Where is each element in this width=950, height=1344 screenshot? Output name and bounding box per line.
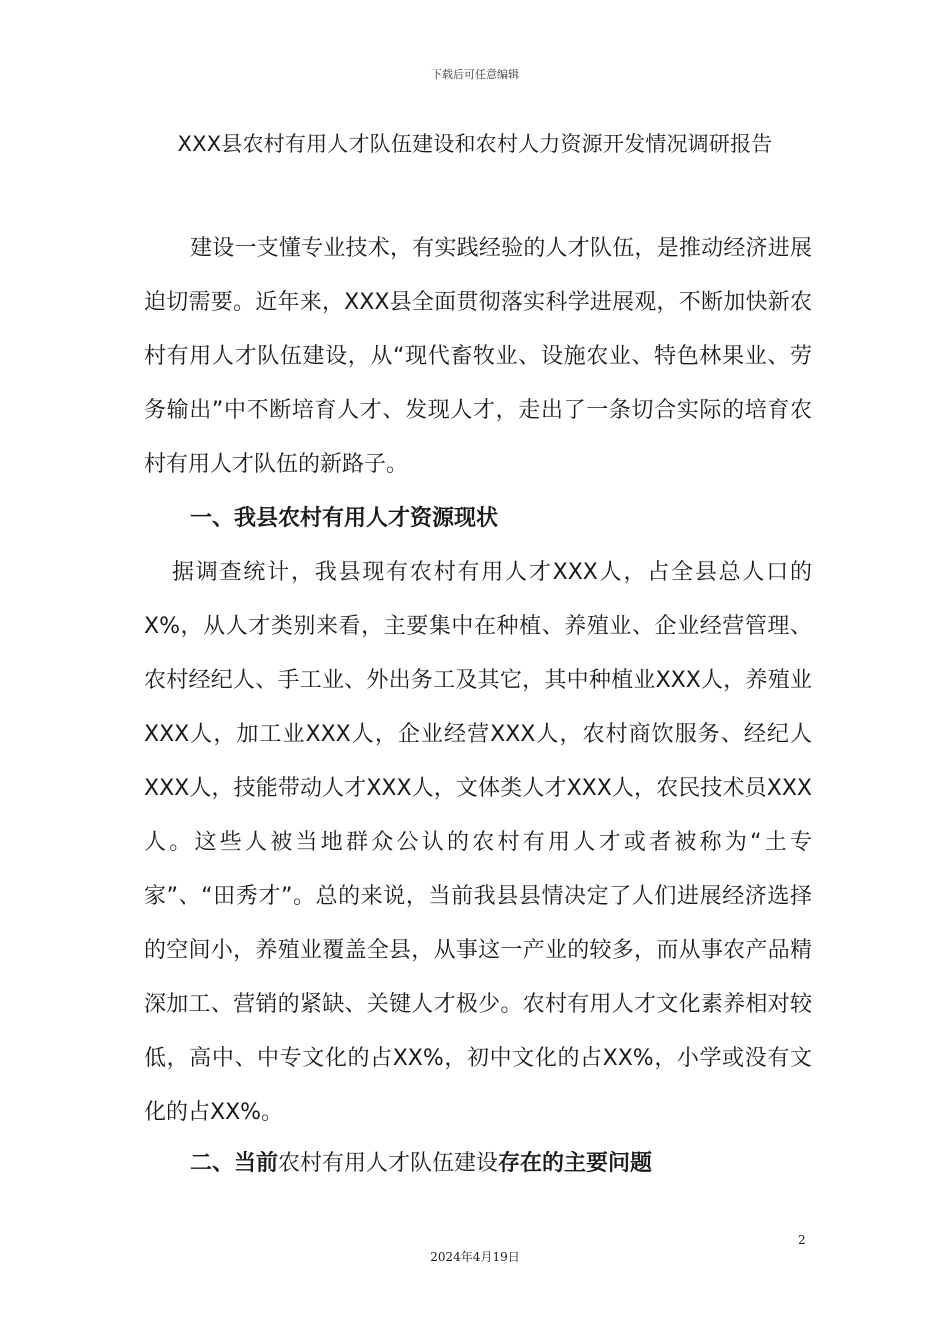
section-1-paragraph: 据调查统计，我县现有农村有用人才XXX人，占全县总人口的X%，从人才类别来看，主要集中在种植、养殖业、企业经营管理、农村经纪人、手工业、外出务工及其它，其中种植业XXX人，养殖业XXX人，加工业XXX人，企业经营XXX人，农村商饮服务、经纪人XXX人，技能带动人才XXX人，文体类人才XXX人，农民技术员XXX人。这些人被当地群众公认的农村有用人才或者被称为“土专家”、“田秀才”。总的来说，当前我县县情决定了人们进展经济选择的空间小，养殖业覆盖全县，从事这一产业的较多，而从事农产品精深加工、营销的紧缺、关键人才极少。农村有用人才文化素养相对较低，高中、中专文化的占XX%，初中文化的占XX%，小学或没有文化的占XX%。	[144, 560, 812, 1125]
section-2-heading	[190, 1137, 858, 1191]
page-number: 2	[798, 1233, 806, 1247]
page-header-note: 下载后可任意编辑	[431, 68, 519, 81]
section-2-heading-part-c: 存在的主要问题	[498, 1151, 653, 1176]
section-2-heading-part-b: 农村有用人才队伍建设	[278, 1151, 499, 1176]
document-title: XXX县农村有用人才队伍建设和农村人力资源开发情况调研报告	[177, 132, 773, 156]
section-2-heading-part-a: 二、当前	[190, 1151, 279, 1176]
section-1-heading: 一、我县农村有用人才资源现状	[190, 506, 499, 531]
intro-paragraph: 建设一支懂专业技术，有实践经验的人才队伍，是推动经济进展迫切需要。近年来，XXX县全面贯彻落实科学进展观，不断加快新农村有用人才队伍建设，从“现代畜牧业、设施农业、特色林果业、劳务输出”中不断培育人才、发现人才，走出了一条切合实际的培育农村有用人才队伍的新路子。	[144, 236, 812, 477]
footer-date: 2024年4月19日	[430, 1250, 520, 1264]
